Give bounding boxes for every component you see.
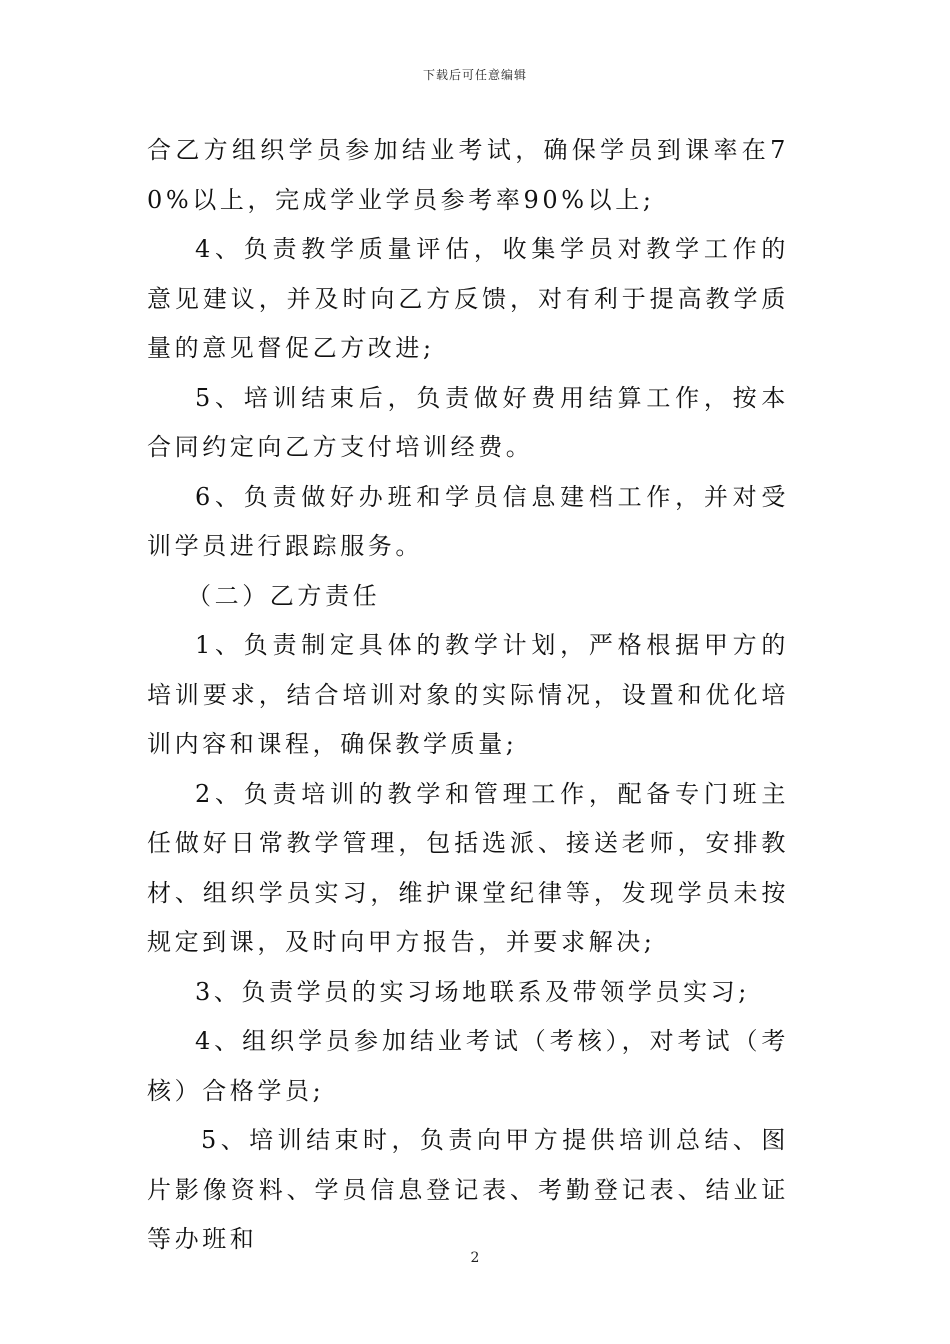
paragraph-item-4-quality: 4、负责教学质量评估，收集学员对教学工作的意见建议，并及时向乙方反馈，对有利于提高教学质量的意见督促乙方改进; [147, 235, 789, 362]
document-body [147, 126, 789, 1265]
paragraph-b-item-5: 5、培训结束时，负责向甲方提供培训总结、图片影像资料、学员信息登记表、考勤登记表、结业证等办班和 [147, 1126, 789, 1253]
page-number: 2 [470, 1250, 480, 1266]
paragraph-continuation: 合乙方组织学员参加结业考试，确保学员到课率在70%以上，完成学业学员参考率90%以上; [147, 136, 789, 214]
paragraph-b-item-4: 4、组织学员参加结业考试（考核），对考试（考核）合格学员; [147, 1027, 789, 1105]
page-header: 下载后可任意编辑 [422, 68, 527, 82]
section-heading-party-b: （二）乙方责任 [187, 581, 381, 610]
paragraph-b-item-2: 2、负责培训的教学和管理工作，配备专门班主任做好日常教学管理，包括选派、接送老师，安排教材、组织学员实习，维护课堂纪律等，发现学员未按规定到课，及时向甲方报告，并要求解决; [147, 779, 789, 956]
paragraph-item-6-records: 6、负责做好办班和学员信息建档工作，并对受训学员进行跟踪服务。 [147, 482, 789, 560]
paragraph-b-item-1: 1、负责制定具体的教学计划，严格根据甲方的培训要求，结合培训对象的实际情况，设置和优化培训内容和课程，确保教学质量; [147, 631, 789, 758]
paragraph-item-5-settlement: 5、培训结束后，负责做好费用结算工作，按本合同约定向乙方支付培训经费。 [147, 383, 789, 461]
paragraph-b-item-3: 3、负责学员的实习场地联系及带领学员实习; [195, 977, 750, 1006]
